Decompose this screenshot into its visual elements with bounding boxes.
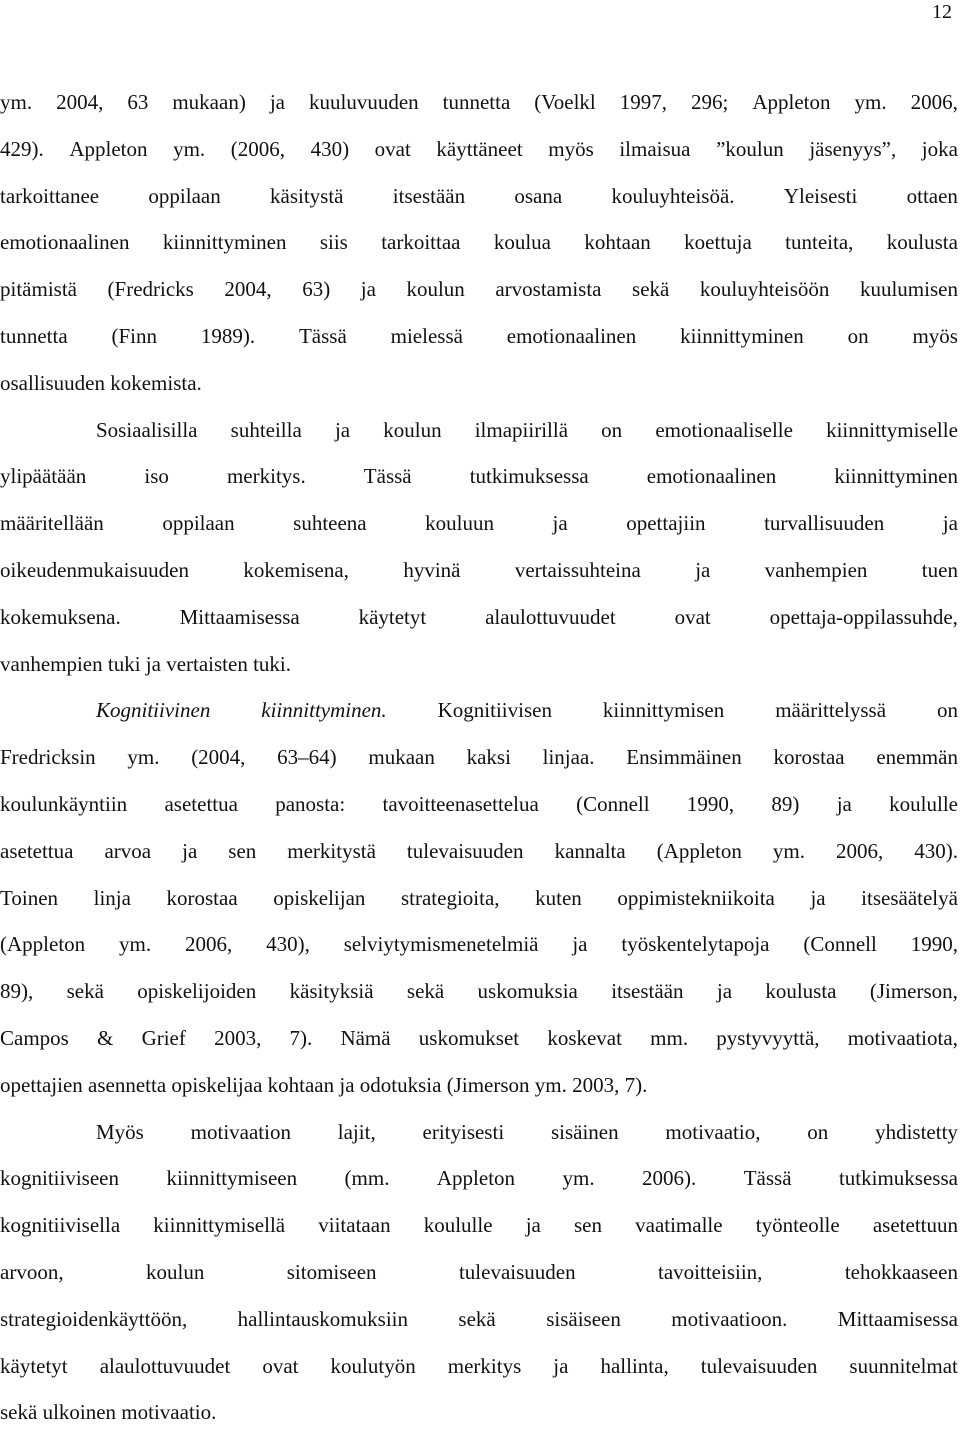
word: suunnitelmat — [849, 1353, 958, 1378]
word: tutkimuksessa — [469, 464, 589, 489]
word: arvoa — [104, 838, 152, 863]
word: määrittelyssä — [775, 698, 887, 723]
word: kuuluvuuden — [308, 90, 419, 114]
word: korostaa — [166, 885, 238, 910]
word: tulevaisuuden — [700, 1353, 818, 1378]
word: mukaan) — [172, 90, 246, 114]
word: korostaa — [773, 745, 845, 770]
text-line — [0, 266, 958, 313]
word: Myös — [96, 1119, 144, 1144]
word: vertaissuhteina — [514, 557, 641, 582]
word: kiinnittymiseen — [166, 1166, 298, 1191]
word: ja — [716, 979, 733, 1004]
word: tutkimuksessa — [838, 1166, 958, 1191]
word: joka — [921, 136, 958, 161]
word: uskomuksia — [477, 979, 578, 1004]
text-line — [0, 1202, 958, 1249]
word: ja — [810, 885, 826, 910]
word: sekä — [406, 979, 445, 1004]
word: lajit, — [337, 1119, 376, 1144]
word: emotionaalinen — [646, 464, 777, 489]
word: itsestään — [611, 979, 684, 1004]
word: Mittaamisessa — [179, 604, 300, 629]
word: Sosiaalisilla — [96, 417, 198, 442]
text-line — [0, 781, 958, 828]
word: koulun — [145, 1259, 205, 1284]
word: käsityksiä — [289, 979, 374, 1004]
text-line — [0, 407, 958, 454]
word: hyvinä — [403, 557, 461, 582]
word: pystyvyyttä, — [716, 1025, 820, 1050]
text-line — [0, 641, 958, 688]
word: asetettuun — [872, 1213, 958, 1238]
word: 1990, — [686, 791, 735, 816]
word: kouluyhteisöön — [699, 277, 830, 302]
word: ym. — [562, 1166, 595, 1191]
word: koskevat — [547, 1025, 622, 1050]
body-text — [0, 79, 958, 1436]
word: (Connell — [576, 791, 650, 816]
word: ja — [182, 838, 198, 863]
word: (Jimerson, — [869, 979, 958, 1004]
word: erityisesti — [422, 1119, 505, 1144]
word: Kognitiivisen — [437, 698, 552, 723]
word: ja — [360, 277, 376, 302]
word: yhdistetty — [875, 1119, 958, 1144]
word: emotionaaliselle — [655, 417, 793, 442]
word: 2004, — [56, 90, 104, 114]
word: 430), — [266, 932, 310, 957]
word: koettuja — [684, 230, 752, 255]
word: linjaa. — [542, 745, 595, 770]
word: 1990, — [910, 932, 958, 957]
word: asetettua — [0, 838, 74, 863]
word: on — [936, 698, 958, 723]
word: koululle — [889, 791, 958, 816]
line-text: osallisuuden kokemista. — [0, 370, 202, 395]
word: vaatimalle — [635, 1213, 723, 1238]
word: oikeudenmukaisuuden — [0, 557, 189, 582]
text-line — [0, 921, 958, 968]
word: Appleton — [69, 136, 148, 161]
word: mielessä — [390, 323, 463, 348]
word: ja — [525, 1213, 541, 1238]
word: 430). — [914, 838, 958, 863]
word: motivaatioon. — [671, 1306, 788, 1331]
word: oppilaan — [148, 183, 221, 208]
text-line — [0, 594, 958, 641]
word: ja — [269, 90, 285, 114]
text-line — [0, 1389, 958, 1436]
word: oppimistekniikoita — [617, 885, 775, 910]
word: arvoon, — [0, 1259, 64, 1284]
word: ja — [942, 511, 958, 536]
text-line — [0, 547, 958, 594]
text-line — [0, 313, 958, 360]
word: motivaatiota, — [847, 1025, 958, 1050]
word: 1997, — [619, 90, 667, 114]
page-number: 12 — [932, 1, 952, 23]
word: kiinnittymisen — [602, 698, 725, 723]
word: selviytymismenetelmiä — [343, 932, 539, 957]
word: sen — [228, 838, 257, 863]
word: 1989). — [200, 323, 256, 348]
word: (Connell — [803, 932, 877, 957]
text-line — [0, 968, 958, 1015]
word: kuten — [535, 885, 582, 910]
word: Toinen — [0, 885, 59, 910]
word: 429). — [0, 136, 44, 161]
word: pitämistä — [0, 277, 77, 302]
word: hallintauskomuksiin — [237, 1306, 408, 1331]
word: itsestään — [392, 183, 466, 208]
word: opettaja-oppilassuhde, — [769, 604, 958, 629]
word: kouluyhteisöä. — [611, 183, 735, 208]
text-line — [0, 173, 958, 220]
text-line — [0, 500, 958, 547]
word: 2006, — [184, 932, 233, 957]
word: koulua — [493, 230, 551, 255]
text-line — [0, 1062, 958, 1109]
word: jäsenyys”, — [809, 136, 897, 161]
word: ym. — [854, 90, 887, 114]
word: sisäinen — [550, 1119, 619, 1144]
word: kokemisena, — [243, 557, 349, 582]
word: (Fredricks — [107, 277, 194, 302]
word: määritellään — [0, 511, 104, 536]
word: ym. — [119, 932, 152, 957]
word: alaulottuvuudet — [99, 1353, 231, 1378]
word: kiinnittymiselle — [826, 417, 958, 442]
word: kannalta — [554, 838, 626, 863]
word: panosta: — [275, 791, 346, 816]
word: mm. — [650, 1025, 689, 1050]
text-line — [0, 79, 958, 126]
word: opiskelijoiden — [137, 979, 257, 1004]
word: uskomukset — [418, 1025, 520, 1050]
word: tarkoittaa — [381, 230, 461, 255]
word: kiinnittyminen — [680, 323, 804, 348]
word: linja — [93, 885, 131, 910]
word: koulutyön — [330, 1353, 416, 1378]
word: 296; — [691, 90, 729, 114]
word: ilmapiirillä — [474, 417, 569, 442]
word: sekä — [458, 1306, 496, 1331]
word: iso — [144, 464, 169, 489]
word: strategioita, — [400, 885, 500, 910]
word: on — [601, 417, 623, 442]
word: tunnetta — [0, 323, 68, 348]
text-line — [0, 1155, 958, 1202]
word: kohtaan — [584, 230, 651, 255]
word: vanhempien — [764, 557, 868, 582]
word: alaulottuvuudet — [485, 604, 616, 629]
word: hallinta, — [600, 1353, 669, 1378]
line-text: opettajien asennetta opiskelijaa kohtaan ja odotuksia (Jimerson ym. 2003, 7). — [0, 1072, 648, 1097]
word: koulusta — [886, 230, 958, 255]
word: ja — [553, 1353, 569, 1378]
text-line — [0, 360, 958, 407]
text-line — [0, 828, 958, 875]
text-line — [0, 219, 958, 266]
word: kuulumisen — [859, 277, 958, 302]
italic-heading-word: kiinnittyminen. — [261, 698, 387, 723]
line-text: sekä ulkoinen motivaatio. — [0, 1400, 217, 1425]
word: Grief — [141, 1025, 186, 1050]
text-line — [0, 1343, 958, 1390]
word: kokemuksena. — [0, 604, 121, 629]
word: Fredricksin — [0, 745, 96, 770]
word: ja — [552, 511, 568, 536]
word: (Appleton — [656, 838, 742, 863]
text-line — [0, 1109, 958, 1156]
word: (Finn — [111, 323, 158, 348]
word: koulun — [406, 277, 465, 302]
word: 7). — [289, 1025, 313, 1050]
word: 2006). — [642, 1166, 697, 1191]
word: kouluun — [425, 511, 495, 536]
word: kognitiivisella — [0, 1213, 121, 1238]
word: oppilaan — [162, 511, 235, 536]
word: viitataan — [318, 1213, 391, 1238]
word: tarkoittanee — [0, 183, 100, 208]
word: 2003, — [214, 1025, 262, 1050]
word: sisäiseen — [546, 1306, 621, 1331]
word: ottaen — [906, 183, 958, 208]
word: kiinnittyminen — [162, 230, 287, 255]
word: strategioidenkäyttöön, — [0, 1306, 188, 1331]
word: käytetyt — [358, 604, 427, 629]
word: koulun — [383, 417, 442, 442]
word: 89) — [771, 791, 800, 816]
word: Appleton — [436, 1166, 516, 1191]
word: enemmän — [876, 745, 958, 770]
word: suhteilla — [230, 417, 302, 442]
word: turvallisuuden — [764, 511, 885, 536]
word: ja — [836, 791, 852, 816]
word: työskentelytapoja — [621, 932, 770, 957]
word: käyttäneet — [436, 136, 523, 161]
word: merkitys. — [226, 464, 306, 489]
word: kognitiiviseen — [0, 1166, 119, 1191]
word: tavoitteenasettelua — [382, 791, 539, 816]
text-line — [0, 875, 958, 922]
word: myös — [548, 136, 594, 161]
word: Tässä — [298, 323, 347, 348]
word: kaksi — [466, 745, 511, 770]
word: 2004, — [224, 277, 272, 302]
word: koulunkäyntiin — [0, 791, 128, 816]
word: opiskelijan — [273, 885, 366, 910]
word: käytetyt — [0, 1353, 68, 1378]
word: on — [807, 1119, 829, 1144]
word: 63 — [127, 90, 149, 114]
word: sekä — [632, 277, 670, 302]
word: tehokkaaseen — [844, 1259, 958, 1284]
word: 430) — [310, 136, 350, 161]
word: Tässä — [743, 1166, 792, 1191]
word: opettajiin — [626, 511, 706, 536]
word: asetettua — [164, 791, 238, 816]
word: Campos — [0, 1025, 69, 1050]
word: Appleton — [752, 90, 831, 114]
word: käsitystä — [270, 183, 344, 208]
word: ym. — [127, 745, 160, 770]
word: (mm. — [344, 1166, 390, 1191]
word: osana — [514, 183, 563, 208]
word: sen — [573, 1213, 602, 1238]
word: merkitystä — [287, 838, 376, 863]
word: (2004, — [191, 745, 246, 770]
word: emotionaalinen — [0, 230, 130, 255]
word: Yleisesti — [783, 183, 858, 208]
word: & — [97, 1025, 114, 1050]
word: ja — [695, 557, 711, 582]
text-line — [0, 1249, 958, 1296]
word: tuen — [921, 557, 958, 582]
word: koulusta — [765, 979, 837, 1004]
word: emotionaalinen — [506, 323, 637, 348]
word: ja — [334, 417, 351, 442]
word: kiinnittyminen — [834, 464, 958, 489]
word: mukaan — [368, 745, 435, 770]
word: (Voelkl — [534, 90, 596, 114]
word: ym. — [173, 136, 206, 161]
word: Mittaamisessa — [837, 1306, 958, 1331]
word: 63) — [302, 277, 331, 302]
word: arvostamista — [495, 277, 602, 302]
word: sekä — [66, 979, 104, 1004]
word: siis — [319, 230, 348, 255]
word: merkitys — [447, 1353, 522, 1378]
word: ym. — [772, 838, 805, 863]
italic-heading-word: Kognitiivinen — [96, 698, 211, 723]
word: 89), — [0, 979, 34, 1004]
word: (2006, — [230, 136, 285, 161]
word: sitomiseen — [286, 1259, 377, 1284]
word: tavoitteisiin, — [658, 1259, 763, 1284]
word: itsesäätelyä — [861, 885, 958, 910]
word: ovat — [674, 604, 711, 629]
word: ym. — [0, 90, 33, 114]
word: ja — [572, 932, 588, 957]
word: motivaatio, — [665, 1119, 761, 1144]
word: Tässä — [363, 464, 412, 489]
word: tunteita, — [785, 230, 854, 255]
word: myös — [912, 323, 958, 348]
word: suhteena — [293, 511, 367, 536]
word: koululle — [423, 1213, 493, 1238]
text-line — [0, 453, 958, 500]
line-text: vanhempien tuki ja vertaisten tuki. — [0, 651, 292, 676]
word: ylipäätään — [0, 464, 87, 489]
text-line — [0, 126, 958, 173]
word: 2006, — [910, 90, 958, 114]
word: tulevaisuuden — [458, 1259, 576, 1284]
word: 63–64) — [277, 745, 337, 770]
text-line — [0, 734, 958, 781]
word: kiinnittymisellä — [153, 1213, 286, 1238]
word: ilmaisua — [619, 136, 691, 161]
word: ”koulun — [716, 136, 784, 161]
word: (Appleton — [0, 932, 86, 957]
text-line — [0, 687, 958, 734]
word: työnteolle — [755, 1213, 840, 1238]
text-line — [0, 1015, 958, 1062]
word: Nämä — [340, 1025, 391, 1050]
word: ovat — [374, 136, 411, 161]
word: ovat — [262, 1353, 299, 1378]
word: motivaation — [190, 1119, 291, 1144]
word: tunnetta — [442, 90, 511, 114]
word: 2006, — [835, 838, 884, 863]
word: tulevaisuuden — [406, 838, 524, 863]
word: on — [847, 323, 869, 348]
word: Ensimmäinen — [626, 745, 742, 770]
text-line — [0, 1296, 958, 1343]
